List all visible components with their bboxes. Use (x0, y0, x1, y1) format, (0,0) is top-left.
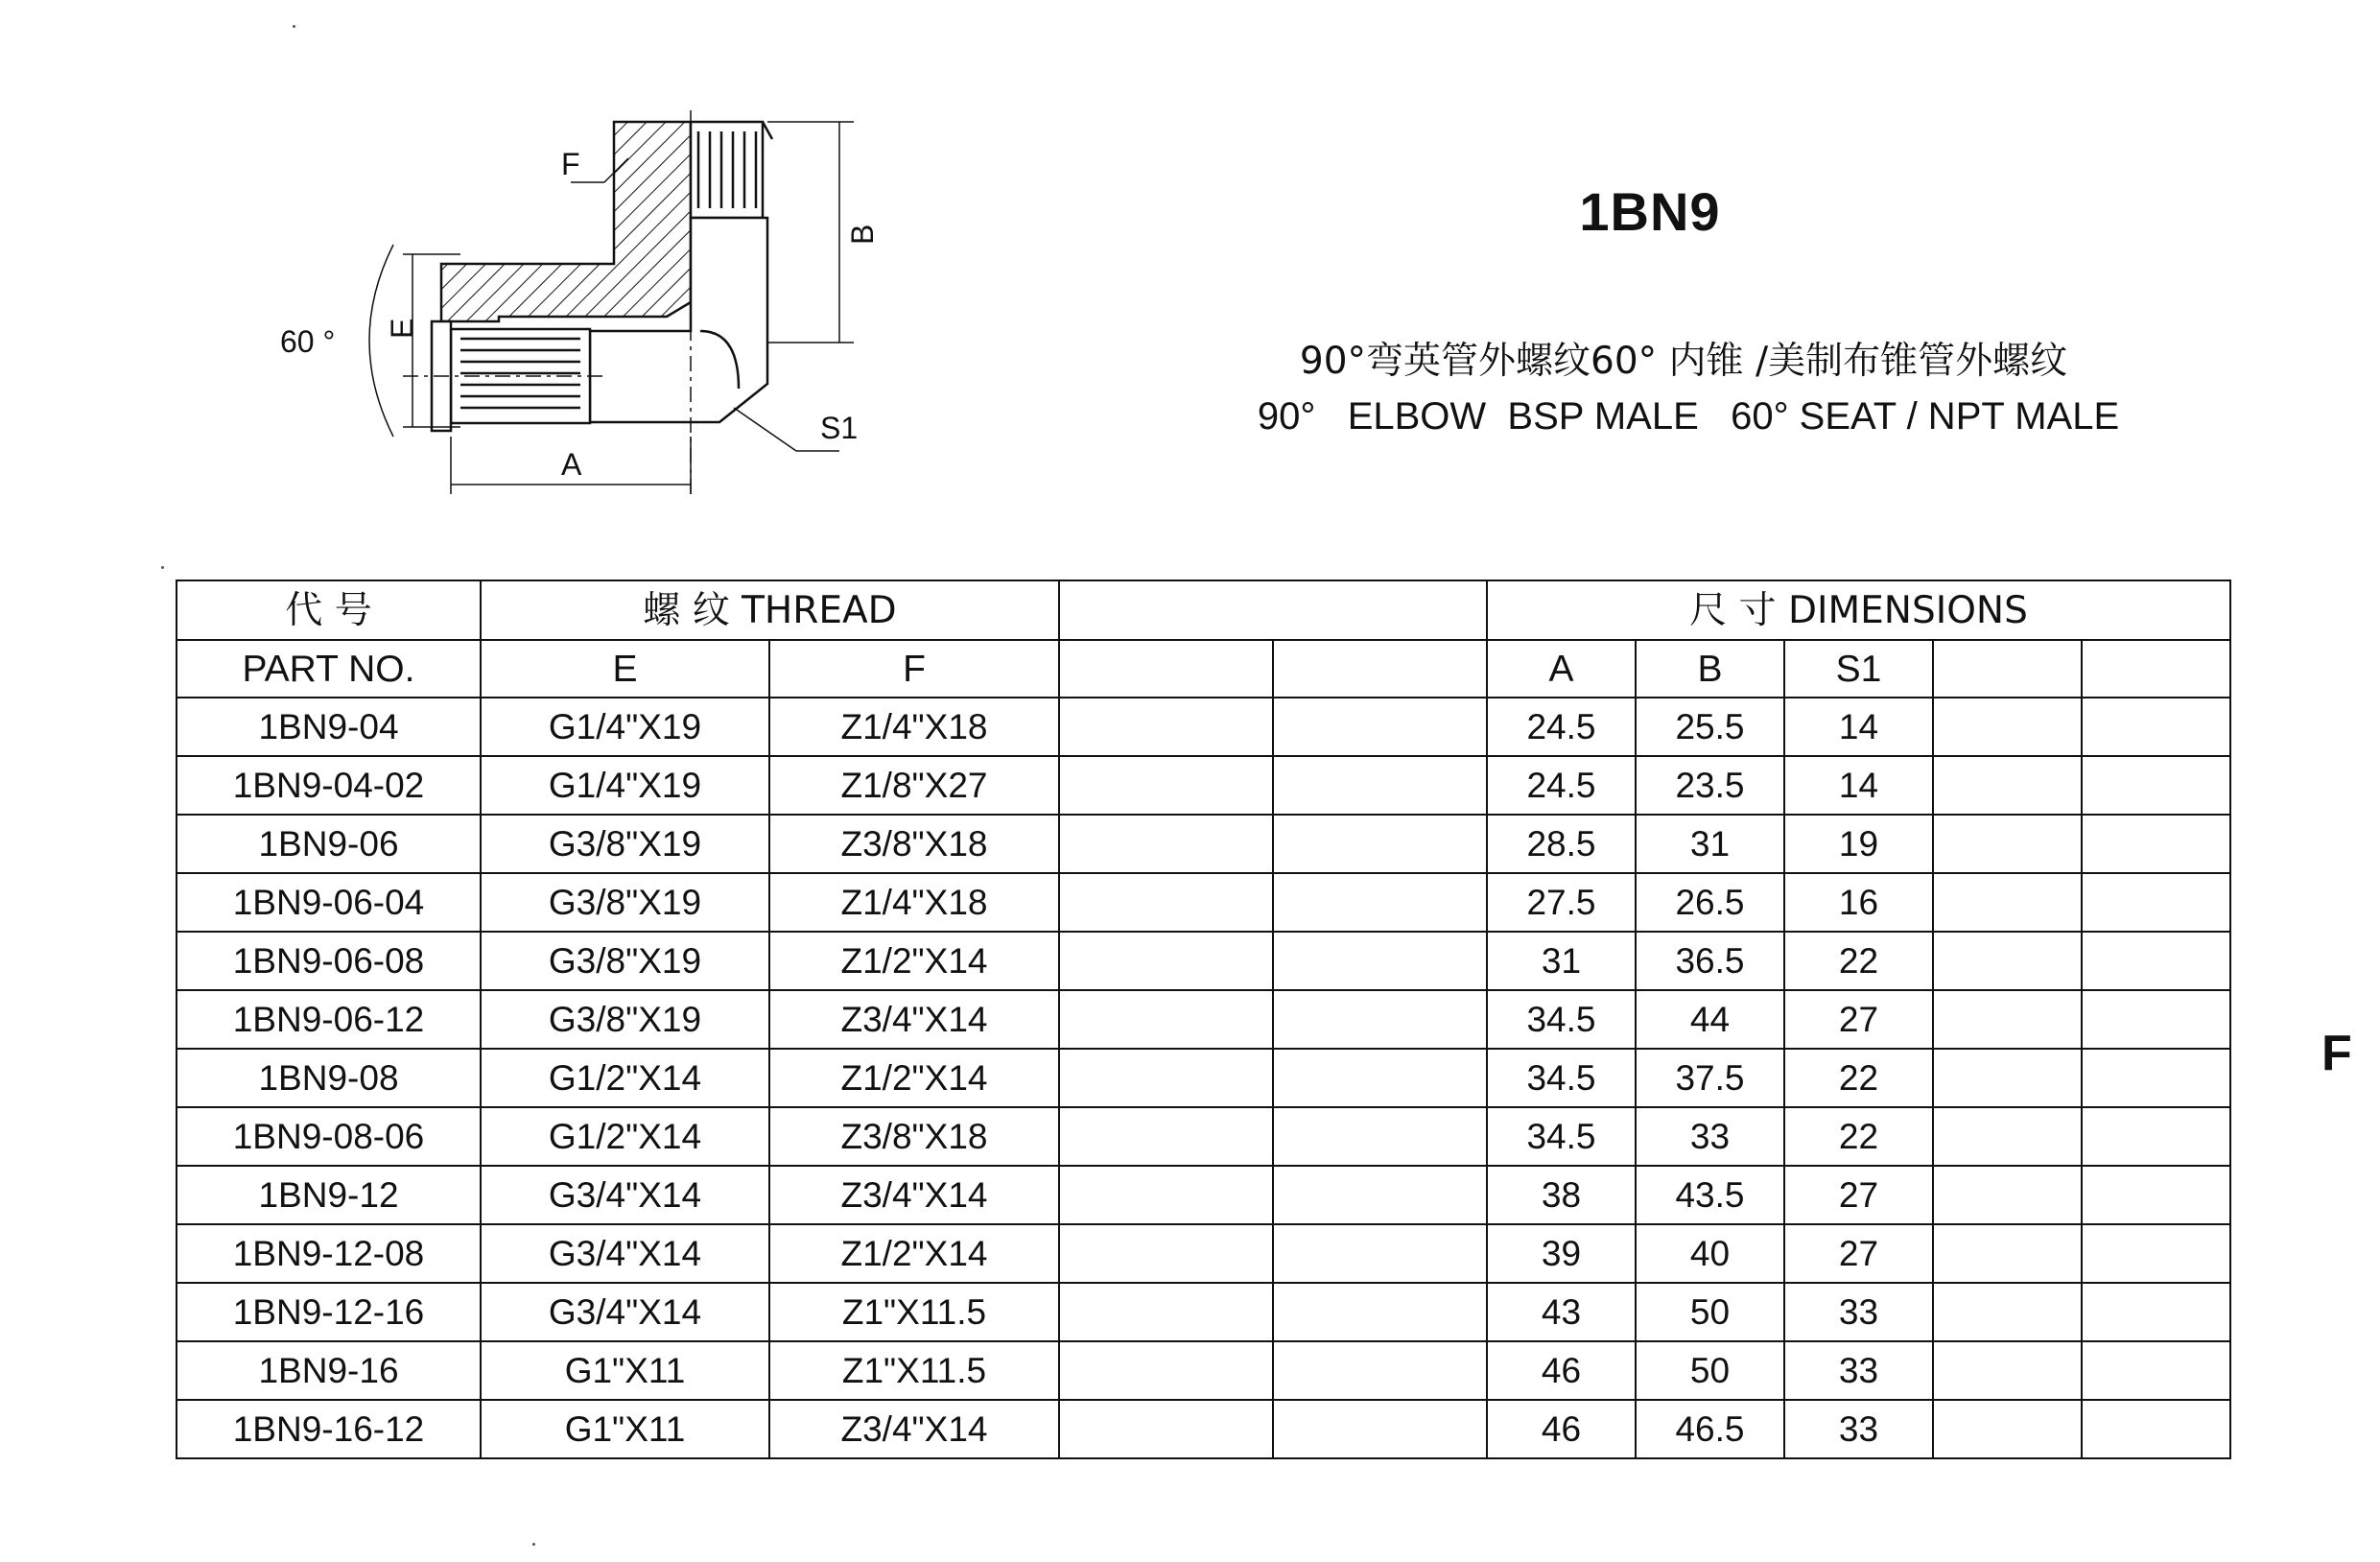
cell-empty (1933, 1400, 2082, 1458)
cell-thread-e: G3/8"X19 (481, 873, 769, 932)
cell-empty (2082, 1166, 2230, 1224)
cell-thread-f: Z3/8"X18 (769, 815, 1059, 873)
label-b: B (845, 224, 880, 245)
cell-empty (2082, 1400, 2230, 1458)
cell-thread-e: G3/8"X19 (481, 990, 769, 1049)
cell-thread-f: Z1"X11.5 (769, 1341, 1059, 1400)
table-row (177, 1107, 2230, 1166)
cell-empty (1059, 1341, 1273, 1400)
cell-empty (1273, 932, 1487, 990)
cell-empty (1933, 698, 2082, 756)
cell-empty (1273, 1341, 1487, 1400)
table-row (177, 1049, 2230, 1107)
cell-empty (2082, 1341, 2230, 1400)
cell-empty (1273, 698, 1487, 756)
cell-dim-b: 23.5 (1636, 756, 1784, 815)
header-thread: 螺 纹 THREAD (481, 580, 1059, 640)
dimensions-table (176, 580, 2231, 1459)
cell-empty (1273, 873, 1487, 932)
header-col-e: E (481, 640, 769, 698)
header-empty (2082, 640, 2230, 698)
table-row (177, 932, 2230, 990)
subtitle-chinese: 90°弯英管外螺纹60° 内锥 /美制布锥管外螺纹 (1299, 340, 2068, 383)
cell-empty (1273, 1049, 1487, 1107)
cell-empty (1273, 1224, 1487, 1283)
cell-empty (1273, 1400, 1487, 1458)
page-title: 1BN9 (1579, 181, 1721, 242)
cell-dim-a: 24.5 (1487, 698, 1636, 756)
label-f: F (561, 147, 580, 181)
cell-thread-e: G1"X11 (481, 1341, 769, 1400)
cell-empty (2082, 932, 2230, 990)
cell-empty (1273, 815, 1487, 873)
scan-speck (532, 1543, 535, 1546)
cell-empty (1273, 1283, 1487, 1341)
cell-dim-a: 34.5 (1487, 990, 1636, 1049)
cell-thread-e: G1/2"X14 (481, 1107, 769, 1166)
cell-thread-f: Z3/4"X14 (769, 1400, 1059, 1458)
header-dimensions: 尺 寸 DIMENSIONS (1487, 580, 2230, 640)
table-row (177, 1341, 2230, 1400)
cell-dim-a: 39 (1487, 1224, 1636, 1283)
cell-dim-s1: 22 (1784, 1107, 1933, 1166)
cell-empty (1933, 1049, 2082, 1107)
cell-dim-s1: 27 (1784, 990, 1933, 1049)
label-s1: S1 (820, 411, 859, 445)
cell-dim-b: 26.5 (1636, 873, 1784, 932)
cell-dim-a: 24.5 (1487, 756, 1636, 815)
cell-empty (1273, 1166, 1487, 1224)
cell-empty (2082, 815, 2230, 873)
cell-dim-a: 46 (1487, 1400, 1636, 1458)
cell-thread-f: Z1/2"X14 (769, 932, 1059, 990)
table-row (177, 1224, 2230, 1283)
cell-dim-b: 36.5 (1636, 932, 1784, 990)
cell-empty (1059, 815, 1273, 873)
cell-thread-e: G1/4"X19 (481, 756, 769, 815)
cell-dim-s1: 27 (1784, 1224, 1933, 1283)
header-col-f: F (769, 640, 1059, 698)
cell-thread-f: Z1/4"X18 (769, 698, 1059, 756)
cell-thread-f: Z1/8"X27 (769, 756, 1059, 815)
scan-speck (161, 566, 164, 569)
cell-thread-f: Z3/8"X18 (769, 1107, 1059, 1166)
table-row (177, 1166, 2230, 1224)
cell-dim-b: 25.5 (1636, 698, 1784, 756)
cell-part-no: 1BN9-12-08 (177, 1224, 481, 1283)
cell-part-no: 1BN9-04-02 (177, 756, 481, 815)
cell-dim-s1: 22 (1784, 1049, 1933, 1107)
cell-dim-b: 43.5 (1636, 1166, 1784, 1224)
header-part-en: PART NO. (177, 640, 481, 698)
header-col-s1: S1 (1784, 640, 1933, 698)
cell-thread-f: Z1"X11.5 (769, 1283, 1059, 1341)
cell-thread-f: Z1/4"X18 (769, 873, 1059, 932)
elbow-fitting-drawing (259, 91, 911, 513)
cell-empty (1933, 990, 2082, 1049)
cell-dim-a: 28.5 (1487, 815, 1636, 873)
cell-dim-b: 46.5 (1636, 1400, 1784, 1458)
side-section-letter: F (2321, 1026, 2352, 1081)
cell-thread-e: G3/8"X19 (481, 932, 769, 990)
cell-part-no: 1BN9-04 (177, 698, 481, 756)
cell-empty (2082, 1049, 2230, 1107)
cell-empty (1059, 1166, 1273, 1224)
cell-dim-s1: 14 (1784, 756, 1933, 815)
cell-thread-e: G3/4"X14 (481, 1224, 769, 1283)
cell-part-no: 1BN9-06-08 (177, 932, 481, 990)
label-a: A (561, 447, 582, 482)
cell-empty (2082, 756, 2230, 815)
cell-thread-f: Z1/2"X14 (769, 1224, 1059, 1283)
cell-thread-e: G1/2"X14 (481, 1049, 769, 1107)
header-empty (1273, 640, 1487, 698)
cell-dim-s1: 14 (1784, 698, 1933, 756)
cell-dim-b: 40 (1636, 1224, 1784, 1283)
cell-empty (1059, 1224, 1273, 1283)
cell-empty (1933, 756, 2082, 815)
cell-part-no: 1BN9-06-04 (177, 873, 481, 932)
cell-empty (1933, 932, 2082, 990)
cell-dim-b: 33 (1636, 1107, 1784, 1166)
cell-dim-b: 31 (1636, 815, 1784, 873)
cell-thread-e: G3/8"X19 (481, 815, 769, 873)
cell-dim-a: 43 (1487, 1283, 1636, 1341)
cell-thread-e: G1"X11 (481, 1400, 769, 1458)
subtitle-english: 90° ELBOW BSP MALE 60° SEAT / NPT MALE (1257, 395, 2120, 438)
table-row (177, 698, 2230, 756)
table-row (177, 1283, 2230, 1341)
cell-empty (1059, 1283, 1273, 1341)
cell-empty (1059, 1049, 1273, 1107)
cell-dim-s1: 22 (1784, 932, 1933, 990)
cell-thread-e: G3/4"X14 (481, 1166, 769, 1224)
cell-empty (1933, 1341, 2082, 1400)
cell-part-no: 1BN9-06-12 (177, 990, 481, 1049)
label-angle: 60 ° (280, 324, 336, 359)
cell-empty (1933, 1166, 2082, 1224)
cell-dim-s1: 33 (1784, 1400, 1933, 1458)
cell-thread-f: Z3/4"X14 (769, 990, 1059, 1049)
cell-dim-s1: 33 (1784, 1341, 1933, 1400)
table-row (177, 990, 2230, 1049)
cell-empty (1059, 756, 1273, 815)
table-row (177, 756, 2230, 815)
cell-part-no: 1BN9-06 (177, 815, 481, 873)
cell-dim-b: 37.5 (1636, 1049, 1784, 1107)
header-empty (1933, 640, 2082, 698)
cell-dim-b: 50 (1636, 1283, 1784, 1341)
cell-empty (1059, 1107, 1273, 1166)
header-part-cn: 代 号 (177, 580, 481, 640)
cell-dim-s1: 27 (1784, 1166, 1933, 1224)
cell-part-no: 1BN9-08 (177, 1049, 481, 1107)
table-row (177, 873, 2230, 932)
cell-empty (1059, 932, 1273, 990)
cell-dim-a: 34.5 (1487, 1107, 1636, 1166)
cell-empty (1059, 990, 1273, 1049)
cell-part-no: 1BN9-12-16 (177, 1283, 481, 1341)
cell-empty (2082, 1107, 2230, 1166)
cell-empty (1273, 1107, 1487, 1166)
cell-empty (1933, 815, 2082, 873)
cell-empty (1059, 873, 1273, 932)
cell-empty (2082, 873, 2230, 932)
cell-empty (2082, 698, 2230, 756)
cell-dim-a: 46 (1487, 1341, 1636, 1400)
cell-part-no: 1BN9-16 (177, 1341, 481, 1400)
cell-empty (1933, 1107, 2082, 1166)
table-row (177, 1400, 2230, 1458)
header-col-b: B (1636, 640, 1784, 698)
cell-thread-e: G3/4"X14 (481, 1283, 769, 1341)
scan-speck (293, 25, 295, 28)
header-empty (1059, 640, 1273, 698)
cell-empty (2082, 990, 2230, 1049)
cell-dim-s1: 16 (1784, 873, 1933, 932)
cell-thread-f: Z1/2"X14 (769, 1049, 1059, 1107)
cell-dim-s1: 33 (1784, 1283, 1933, 1341)
label-e: E (385, 318, 419, 339)
cell-empty (2082, 1224, 2230, 1283)
cell-empty (1273, 756, 1487, 815)
cell-dim-a: 34.5 (1487, 1049, 1636, 1107)
cell-empty (1933, 1224, 2082, 1283)
cell-dim-a: 31 (1487, 932, 1636, 990)
cell-part-no: 1BN9-12 (177, 1166, 481, 1224)
header-col-a: A (1487, 640, 1636, 698)
cell-part-no: 1BN9-16-12 (177, 1400, 481, 1458)
cell-dim-a: 38 (1487, 1166, 1636, 1224)
cell-part-no: 1BN9-08-06 (177, 1107, 481, 1166)
cell-dim-b: 50 (1636, 1341, 1784, 1400)
cell-empty (2082, 1283, 2230, 1341)
table-row (177, 815, 2230, 873)
cell-dim-b: 44 (1636, 990, 1784, 1049)
cell-empty (1059, 698, 1273, 756)
cell-empty (1273, 990, 1487, 1049)
cell-thread-f: Z3/4"X14 (769, 1166, 1059, 1224)
cell-empty (1933, 873, 2082, 932)
cell-empty (1933, 1283, 2082, 1341)
cell-dim-s1: 19 (1784, 815, 1933, 873)
cell-dim-a: 27.5 (1487, 873, 1636, 932)
header-blank (1059, 580, 1487, 640)
cell-empty (1059, 1400, 1273, 1458)
cell-thread-e: G1/4"X19 (481, 698, 769, 756)
